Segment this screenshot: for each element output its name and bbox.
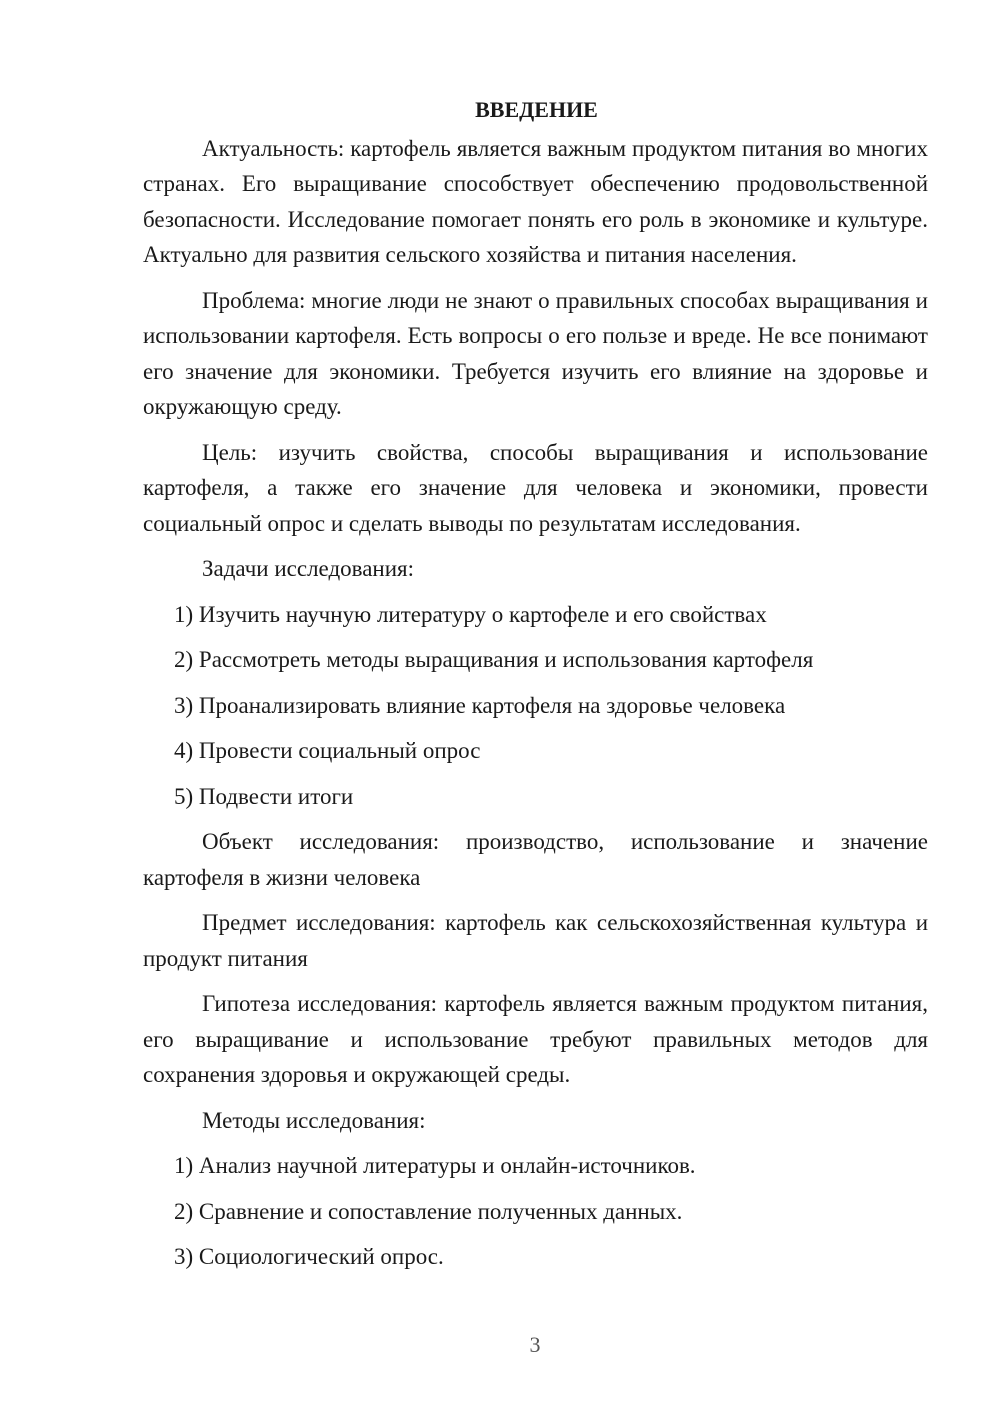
relevance-paragraph: Актуальность: картофель является важным продуктом питания во многих странах. Его выращивание способствует обеспечению продовольственной безопасности. Исследование помогает понять его роль в экономике и культуре. Актуально для развития сельского хозяйства и питания населения.	[143, 135, 928, 267]
methods-list	[143, 1148, 928, 1275]
goal-paragraph: Цель: изучить свойства, способы выращивания и использование картофеля, а также его значение для человека и экономики, провести социальный опрос и сделать выводы по результатам исследования.	[143, 439, 928, 536]
page-number: 3	[529, 1332, 541, 1357]
subject-paragraph: Предмет исследования: картофель как сельскохозяйственная культура и продукт питания	[143, 910, 928, 971]
tasks-list	[143, 597, 928, 815]
section-heading: ВВЕДЕНИЕ	[475, 97, 598, 122]
list-item: 3) Проанализировать влияние картофеля на здоровье человека	[174, 692, 786, 718]
methods-label: Методы исследования:	[202, 1107, 426, 1133]
list-item: 3) Социологический опрос.	[174, 1244, 444, 1269]
object-paragraph: Объект исследования: производство, использование и значение картофеля в жизни человека	[143, 829, 928, 890]
page-content	[143, 92, 928, 1285]
problem-paragraph: Проблема: многие люди не знают о правильных способах выращивания и использовании картофеля. Есть вопросы о его пользе и вреде. Не все понимают его значение для экономики. Требуется изучить его влияние на здоровье и окружающую среду.	[143, 287, 928, 419]
hypothesis-paragraph: Гипотеза исследования: картофель является важным продуктом питания, его выращивание и использование требуют правильных методов для сохранения здоровья и окружающей среды.	[143, 991, 928, 1087]
list-item: 1) Анализ научной литературы и онлайн-источников.	[174, 1153, 696, 1178]
list-item: 2) Сравнение и сопоставление полученных данных.	[174, 1198, 683, 1224]
list-item: 5) Подвести итоги	[174, 783, 354, 809]
tasks-label: Задачи исследования:	[202, 556, 415, 581]
list-item: 2) Рассмотреть методы выращивания и использования картофеля	[174, 647, 814, 672]
list-item: 1) Изучить научную литературу о картофеле и его свойствах	[174, 601, 767, 627]
list-item: 4) Провести социальный опрос	[174, 738, 481, 763]
